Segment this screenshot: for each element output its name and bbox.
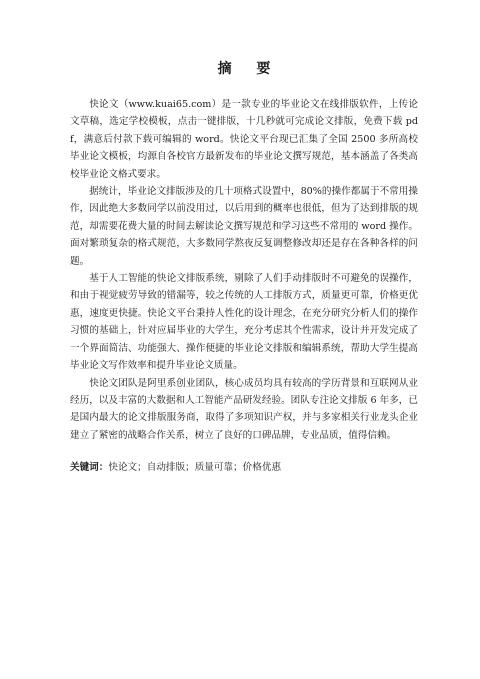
abstract-title: 摘 要	[217, 61, 281, 77]
keywords-label: 关键词：	[70, 462, 109, 474]
keywords-text: 快论文；自动排版；质量可靠；价格优惠	[108, 462, 282, 474]
abstract-paragraph-4: 快论文团队是阿里系创业团队，核心成员均具有较高的学历背景和互联网从业经历，以及丰富的大数据和人工智能产品研发经验。团队专注论文排版 6 年多，已是国内最大的论文排版服务商，取得了多项知识产权，并与多家相关行业龙头企业建立了紧密的战略合作关系，树立了良好的口碑品牌，专业品质，值得信赖。	[70, 377, 418, 441]
abstract-paragraph-2: 据统计，毕业论文排版涉及的几十项格式设置中，80%的操作都属于不常用操作，因此绝大多数同学以前没用过，以后用到的概率也很低，但为了达到排版的规范，却需要花费大量的时间去解读论文撰写规范和学习这些不常用的 word 操作。面对繁琐复杂的格式规范，大多数同学熬夜反复调整修改却还是存在各种各样的问题。	[70, 186, 418, 267]
abstract-paragraph-3: 基于人工智能的快论文排版系统，剔除了人们手动排版时不可避免的误操作，和由于视觉疲劳导致的错漏等，较之传统的人工排版方式，质量更可靠，价格更优惠，速度更快捷。快论文平台秉持人性化的设计理念，在充分研究分析人们的操作习惯的基础上，针对应届毕业的大学生，充分考虑其个性需求，设计并开发完成了一个界面简洁、功能强大、操作便捷的毕业论文排版和编辑系统，帮助大学生提高毕业论文写作效率和提升毕业论文质量。	[70, 273, 418, 372]
keywords-line	[70, 459, 418, 476]
abstract-paragraph-1: 快论文（www.kuai65.com）是一款专业的毕业论文在线排版软件，上传论文草稿，选定学校模板，点击一键排版，十几秒就可完成论文排版，免费下载 pdf，满意后付款下载可编辑的 word。快论文平台现已汇集了全国 2500 多所高校毕业论文模板，均源自各校官方最新发布的毕业论文撰写规范，基本涵盖了各类高校毕业论文格式要求。	[70, 99, 418, 180]
